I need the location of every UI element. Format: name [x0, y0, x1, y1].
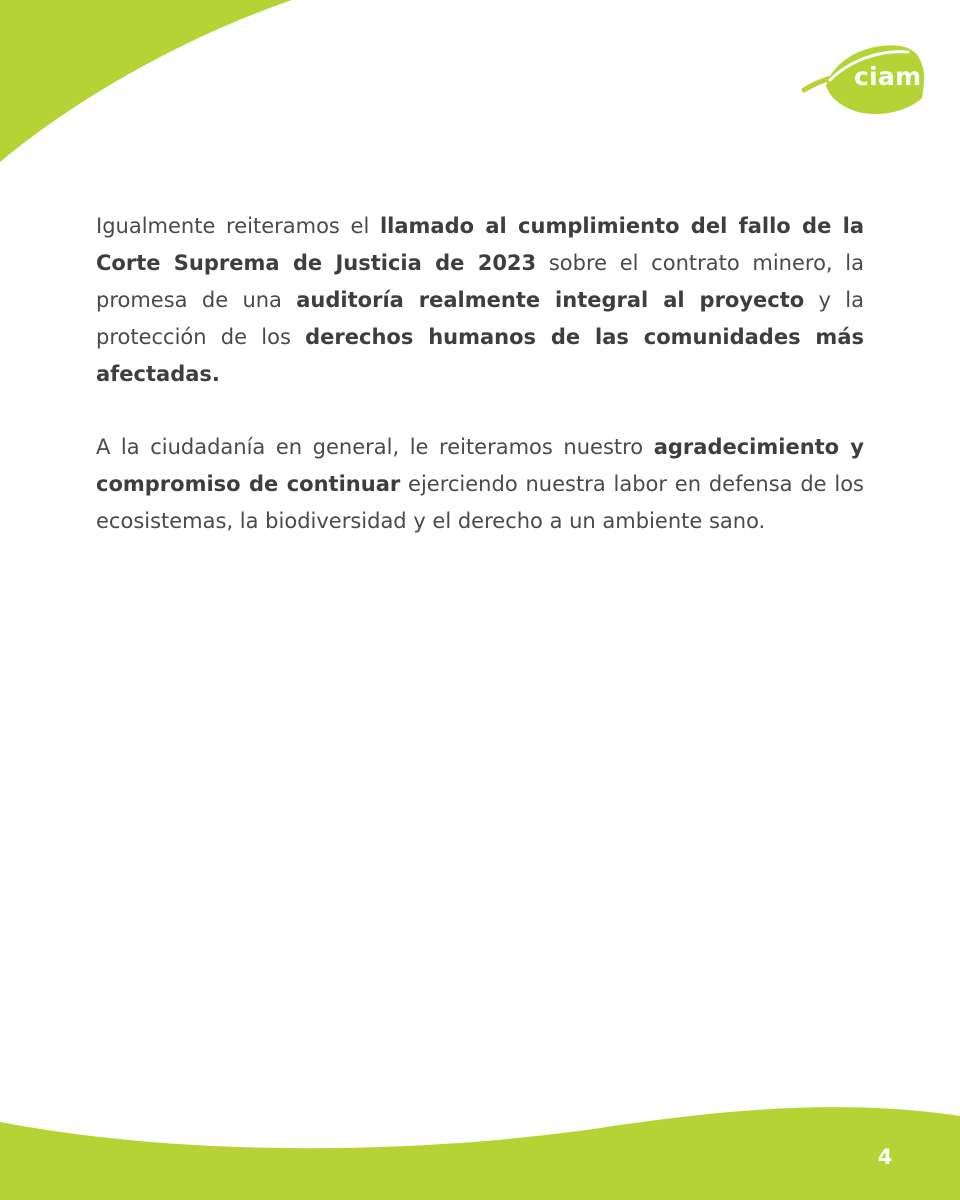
bold-text-segment: llamado al cumplimiento del fallo de la Corte Suprema de Justicia de 2023 — [96, 214, 864, 275]
text-segment: y la protección de los — [96, 288, 864, 349]
page-number: 4 — [877, 1145, 893, 1169]
paragraph — [96, 429, 864, 540]
text-segment: sobre el contrato minero, la promesa de una — [96, 251, 864, 312]
bold-text-segment: agradecimiento y compromiso de continuar — [96, 435, 864, 496]
logo-wordmark: ciam — [854, 62, 922, 91]
document-body — [96, 208, 864, 540]
bottom-green-wave — [0, 1090, 960, 1200]
text-segment: ejerciendo nuestra labor en defensa de los ecosistemas, la biodiversidad y el derecho a un ambiente sano. — [96, 472, 864, 533]
paragraph — [96, 208, 864, 393]
text-segment: A la ciudadanía en general, le reiteramos nuestro — [96, 435, 654, 459]
text-segment: Igualmente reiteramos el — [96, 214, 380, 238]
bold-text-segment: auditoría realmente integral al proyecto — [296, 288, 805, 312]
bold-text-segment: derechos humanos de las comunidades más afectadas. — [96, 325, 864, 386]
